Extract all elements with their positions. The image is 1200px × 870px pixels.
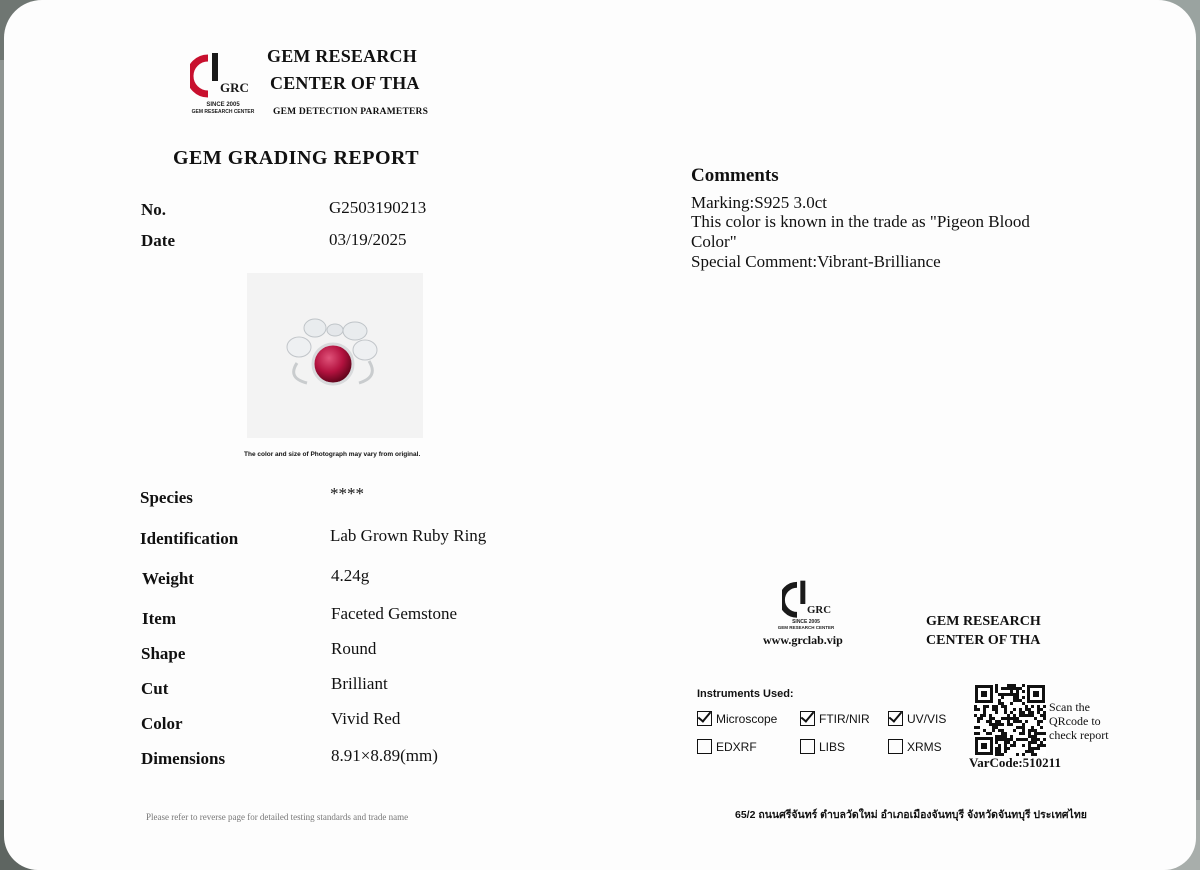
scan-text-line: check report — [1049, 728, 1109, 742]
grc-logo-small — [777, 578, 842, 638]
field-label-shape: Shape — [141, 644, 186, 663]
qr-code[interactable] — [974, 684, 1046, 756]
instrument-label: FTIR/NIR — [819, 711, 870, 726]
instrument-microscope — [697, 711, 777, 726]
field-label-species: Species — [140, 488, 193, 507]
field-label-dimensions: Dimensions — [141, 749, 226, 768]
field-value-dimensions: 8.91×8.89(mm) — [331, 746, 438, 765]
qr-code-icon — [974, 684, 1046, 756]
field-label-item: Item — [142, 609, 176, 628]
org-name-line1-footer: GEM RESEARCH — [926, 614, 1041, 629]
comment-line: Color" — [691, 232, 737, 251]
comment-line: Marking:S925 3.0ct — [691, 193, 827, 212]
photo-caption: The color and size of Photograph may vary from original. — [244, 451, 421, 458]
address: 65/2 ถนนศรีจันทร์ ตำบลวัดใหม่ อำเภอเมืองจันทบุรี จังหวัดจันทบุรี ประเทศไทย — [735, 809, 1087, 821]
comments-title: Comments — [691, 165, 779, 186]
comment-line: This color is known in the trade as "Pigeon Blood — [691, 212, 1030, 231]
instruments-title: Instruments Used: — [697, 688, 794, 700]
comment-line: Special Comment:Vibrant-Brilliance — [691, 252, 941, 271]
website-url: www.grclab.vip — [763, 633, 843, 647]
instrument-label: LIBS — [819, 739, 846, 754]
instrument-label: Microscope — [716, 711, 778, 726]
unchecked-box-icon — [888, 739, 903, 754]
field-label-identification: Identification — [140, 529, 239, 548]
grc-logo — [190, 50, 262, 122]
report-date-value: 03/19/2025 — [329, 230, 407, 249]
org-subtitle: GEM DETECTION PARAMETERS — [273, 107, 429, 117]
instrument-label: EDXRF — [716, 739, 757, 754]
logo-since: SINCE 2005 — [792, 619, 820, 625]
logo-center-name: GEM RESEARCH CENTER — [777, 625, 835, 630]
logo-text: GRC — [220, 80, 249, 95]
unchecked-box-icon — [697, 739, 712, 754]
instrument-uv-vis — [888, 711, 946, 726]
report-number-value: G2503190213 — [329, 198, 427, 217]
instrument-label: XRMS — [907, 739, 942, 754]
org-name-line2: CENTER OF THA — [270, 73, 420, 93]
grading-report-card — [4, 0, 1196, 870]
instrument-edxrf — [697, 739, 757, 754]
field-value-identification: Lab Grown Ruby Ring — [330, 526, 487, 545]
field-value-shape: Round — [331, 639, 377, 658]
field-value-item: Faceted Gemstone — [331, 604, 458, 623]
checked-box-icon — [697, 711, 712, 726]
field-value-species: **** — [330, 484, 364, 503]
instrument-label: UV/VIS — [907, 711, 947, 726]
instrument-ftir-nir — [800, 711, 870, 726]
scan-text-line: Scan the — [1049, 700, 1090, 714]
var-code: VarCode:510211 — [969, 755, 1061, 770]
ring-photo — [247, 273, 423, 438]
field-value-weight: 4.24g — [331, 566, 370, 585]
unchecked-box-icon — [800, 739, 815, 754]
field-label-color: Color — [141, 714, 183, 733]
checked-box-icon — [800, 711, 815, 726]
logo-text: GRC — [807, 604, 832, 617]
org-name-line1: GEM RESEARCH — [267, 46, 417, 66]
logo-since: SINCE 2005 — [206, 102, 240, 108]
instrument-xrms — [888, 739, 942, 754]
instrument-libs — [800, 739, 845, 754]
org-name-line2-footer: CENTER OF THA — [926, 633, 1041, 648]
report-date-label: Date — [141, 231, 175, 250]
report-number-label: No. — [141, 200, 167, 219]
checked-box-icon — [888, 711, 903, 726]
logo-center-name: GEM RESEARCH CENTER — [191, 109, 255, 115]
footnote: Please refer to reverse page for detailed testing standards and trade name — [146, 812, 409, 822]
report-title: GEM GRADING REPORT — [173, 147, 420, 169]
field-label-weight: Weight — [142, 569, 194, 588]
field-value-color: Vivid Red — [331, 709, 401, 728]
field-value-cut: Brilliant — [331, 674, 388, 693]
field-label-cut: Cut — [141, 679, 169, 698]
scan-text-line: QRcode to — [1049, 714, 1101, 728]
